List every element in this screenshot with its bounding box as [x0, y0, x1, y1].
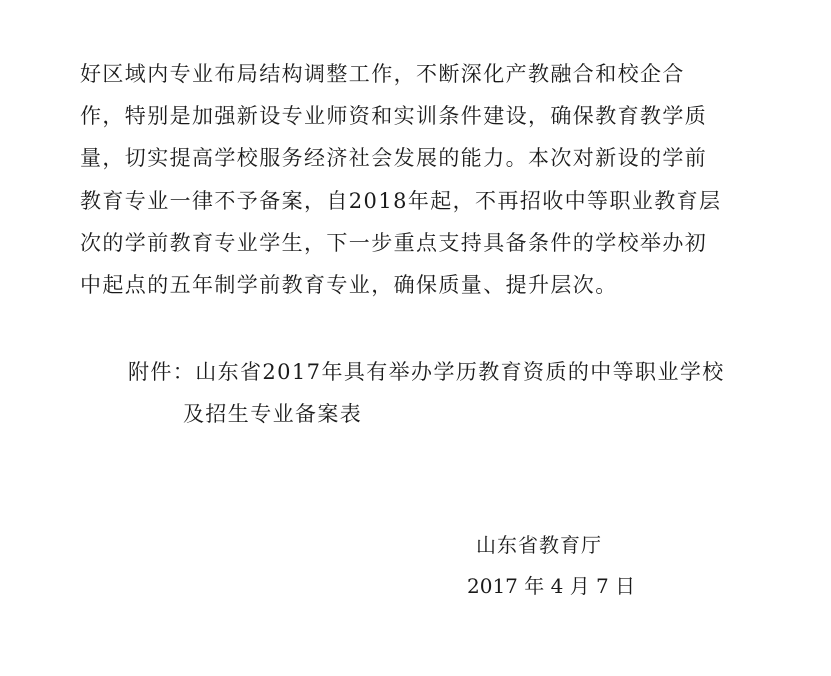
- body-text-line-2: 作，特别是加强新设专业师资和实训条件建设，确保教育教学质: [80, 104, 708, 128]
- issue-date: 2017 年 4 月 7 日: [467, 574, 636, 598]
- body-text-line-4: 教育专业一律不予备案，自2018年起，不再招收中等职业教育层: [80, 189, 722, 213]
- issuer-name: 山东省教育厅: [476, 533, 602, 557]
- body-text-line-1: 好区域内专业布局结构调整工作，不断深化产教融合和校企合: [80, 62, 685, 86]
- attachment-line-2: 及招生专业备案表: [183, 402, 363, 426]
- attachment-line-1: 附件：山东省2017年具有举办学历教育资质的中等职业学校: [128, 360, 725, 384]
- body-text-line-6: 中起点的五年制学前教育专业，确保质量、提升层次。: [80, 273, 618, 297]
- body-text-line-5: 次的学前教育专业学生，下一步重点支持具备条件的学校举办初: [80, 231, 708, 255]
- body-text-line-3: 量，切实提高学校服务经济社会发展的能力。本次对新设的学前: [80, 146, 708, 170]
